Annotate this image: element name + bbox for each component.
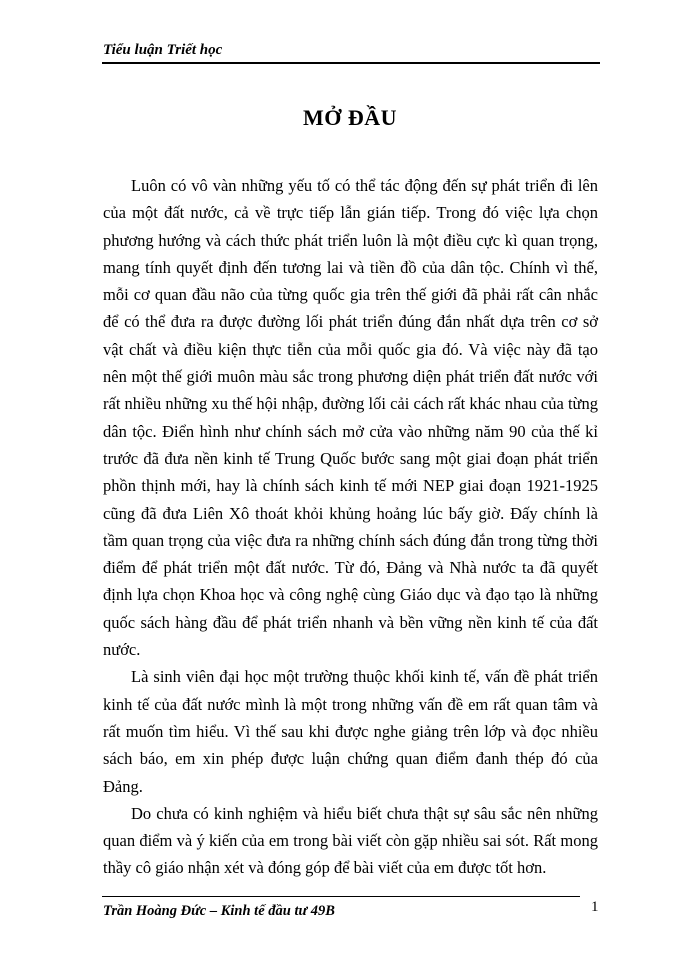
header-divider bbox=[102, 62, 600, 64]
document-body bbox=[103, 172, 598, 882]
body-paragraph-2: Là sinh viên đại học một trường thuộc khối kinh tế, vấn đề phát triển kinh tế của đất nước mình là một trong những vấn đề em rất quan tâm và rất muốn tìm hiểu. Vì thế sau khi được nghe giảng trên lớp và đọc nhiều sách báo, em xin phép được luận chứng quan điểm đanh thép đó của Đảng. bbox=[103, 667, 598, 796]
running-header: Tiểu luận Triết học bbox=[103, 42, 223, 58]
page-number: 1 bbox=[591, 899, 599, 915]
running-footer-author: Trần Hoàng Đức – Kinh tế đầu tư 49B bbox=[103, 903, 335, 919]
footer-divider bbox=[102, 896, 580, 897]
body-paragraph-1: Luôn có vô vàn những yếu tố có thể tác động đến sự phát triển đi lên của một đất nước, cả về trực tiếp lẫn gián tiếp. Trong đó việc lựa chọn phương hướng và cách thức phát triển luôn là một điều cực kì quan trọng, mang tính quyết định đến tương lai và tiền đồ của dân tộc. Chính vì thế, mỗi cơ quan đầu não của từng quốc gia trên thế giới đã phải rất cân nhắc để có thể đưa ra được đường lối phát triển đúng đắn nhất dựa trên cơ sở vật chất và điều kiện thực tiễn của mỗi quốc gia đó. Và việc này đã tạo nên một thế giới muôn màu sắc trong phương diện phát triển đất nước với rất nhiều những xu thế hội nhập, đường lối cải cách rất khác nhau của từng dân tộc. Điển hình như chính sách mở cửa vào những năm 90 của thế kỉ trước đã đưa nền kinh tế Trung Quốc bước sang một giai đoạn phát triển phồn thịnh mới, hay là chính sách kinh tế mới NEP giai đoạn 1921-1925 cũng đã đưa Liên Xô thoát khỏi khủng hoảng lúc bấy giờ. Đấy chính là tầm quan trọng của việc đưa ra những chính sách đúng đắn trong từng thời điểm để phát triển một đất nước. Từ đó, Đảng và Nhà nước ta đã quyết định lựa chọn Khoa học và công nghệ cùng Giáo dục và đạo tạo là những quốc sách hàng đầu để phát triển nhanh và bền vững nền kinh tế của đất nước. bbox=[103, 176, 598, 660]
body-paragraph-3: Do chưa có kinh nghiệm và hiểu biết chưa thật sự sâu sắc nên những quan điểm và ý kiến của em trong bài viết còn gặp nhiều sai sót. Rất mong thầy cô giáo nhận xét và đóng góp để bài viết của em được tốt hơn. bbox=[103, 803, 598, 878]
page-title: MỞ ĐẦU bbox=[302, 104, 398, 130]
